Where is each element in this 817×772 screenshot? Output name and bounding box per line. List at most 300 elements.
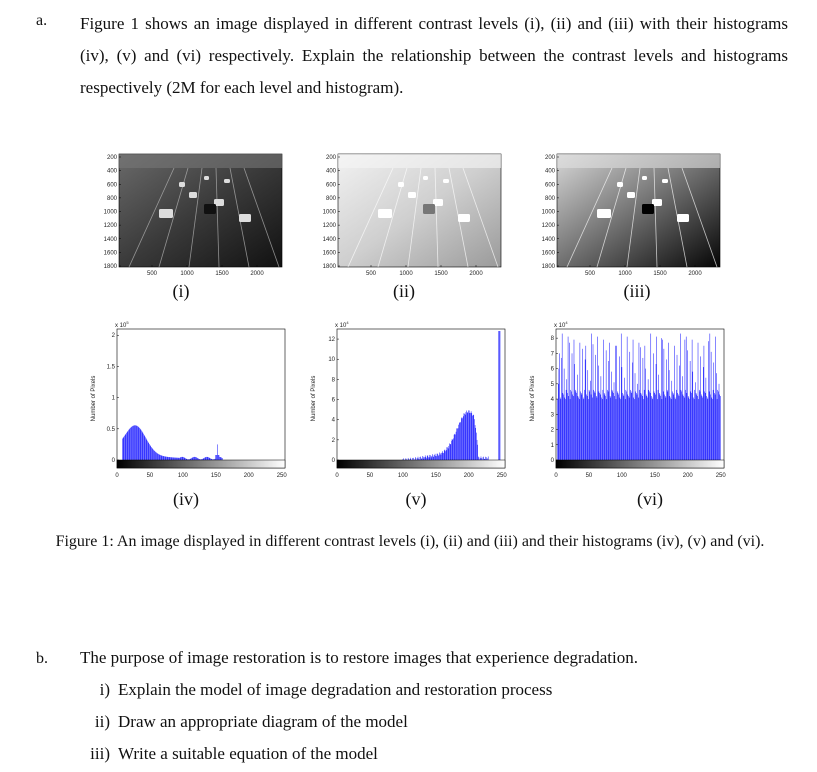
histogram-bar xyxy=(179,458,180,460)
histogram-bar xyxy=(474,419,475,460)
histogram-bar xyxy=(582,349,583,460)
histogram-bar xyxy=(156,453,157,460)
x-tick-label: 200 xyxy=(682,473,693,479)
histogram-bar xyxy=(182,457,183,460)
image-frame xyxy=(119,154,282,267)
histogram-bar xyxy=(606,350,607,460)
histogram-bar xyxy=(181,457,182,460)
histogram-bar xyxy=(678,395,679,461)
y-tick-label: 1600 xyxy=(541,250,555,257)
histogram-bar xyxy=(480,458,481,460)
histogram-bar xyxy=(672,391,673,460)
y-tick-label: 2 xyxy=(111,333,115,340)
question-b-text: The purpose of image restoration is to restore images that experience degradation. xyxy=(80,648,638,667)
histogram-bar xyxy=(604,393,605,460)
histogram-bar xyxy=(675,398,676,460)
histogram-bar xyxy=(643,358,644,460)
histogram-bar xyxy=(651,396,652,460)
y-tick-label: 2 xyxy=(331,437,335,444)
histogram-bar xyxy=(590,381,591,460)
histogram-bar xyxy=(655,395,656,461)
y-tick-label: 1 xyxy=(550,442,554,449)
histogram-bar xyxy=(613,393,614,460)
y-tick-label: 1200 xyxy=(541,223,555,230)
histogram-bar xyxy=(185,458,186,460)
histogram-bar xyxy=(687,393,688,460)
histogram-bar xyxy=(567,379,568,460)
histogram-bar xyxy=(670,398,671,460)
y-tick-label: 7 xyxy=(550,351,554,358)
car xyxy=(224,179,230,183)
histogram-bar xyxy=(467,412,468,460)
histogram-bar xyxy=(432,456,433,460)
histogram-bar xyxy=(690,361,691,460)
y-tick-label: 1.5 xyxy=(106,364,115,371)
histogram-bar xyxy=(715,395,716,461)
histogram-bar xyxy=(195,457,196,460)
histogram-bar xyxy=(597,398,598,460)
histogram-bar xyxy=(676,390,677,460)
histogram-bar xyxy=(595,355,596,460)
y-tick-label: 12 xyxy=(328,337,335,344)
histogram-bar xyxy=(428,455,429,460)
y-tick-label: 4 xyxy=(550,397,554,404)
histogram-bar xyxy=(696,395,697,461)
histogram-bar xyxy=(132,426,133,460)
y-tick-label: 0 xyxy=(550,458,554,464)
histogram-bar xyxy=(443,453,444,460)
histogram-bar xyxy=(602,399,603,460)
histogram-bar xyxy=(478,457,479,460)
histogram-bar xyxy=(413,458,414,460)
histogram-bar xyxy=(460,423,461,460)
y-multiplier: x $10^5$ xyxy=(115,320,129,329)
histogram-bar xyxy=(658,390,659,460)
y-multiplier: x $10^4$ xyxy=(554,320,568,329)
contrast-image-2 xyxy=(323,154,501,277)
y-tick-label: 1600 xyxy=(322,250,336,257)
histogram-bar xyxy=(131,427,132,460)
histogram-bar xyxy=(630,352,631,460)
histogram-bar xyxy=(217,455,218,460)
y-tick-label: 400 xyxy=(325,168,336,175)
histogram-bar xyxy=(142,432,143,460)
image-label-i: (i) xyxy=(172,281,190,301)
histogram-bar xyxy=(208,457,209,460)
histogram-bar xyxy=(638,398,639,460)
histogram-bar xyxy=(565,398,566,460)
histogram-bar xyxy=(575,390,576,460)
histogram-bar xyxy=(431,457,432,460)
histogram-bar xyxy=(615,346,616,460)
histogram-bar xyxy=(146,438,147,460)
car xyxy=(423,176,428,180)
histogram-bar xyxy=(685,390,686,460)
histogram-bar xyxy=(670,396,671,460)
histogram-bar xyxy=(584,399,585,460)
histogram-bar xyxy=(168,457,169,460)
histogram-bar xyxy=(560,398,561,460)
x-tick-label: 200 xyxy=(243,473,254,479)
histogram-bar xyxy=(719,384,720,460)
histogram-bar xyxy=(457,428,458,460)
histogram-bar xyxy=(449,443,450,460)
histogram-bar xyxy=(169,457,170,460)
x-tick-label: 500 xyxy=(584,271,596,277)
histogram-bar xyxy=(717,399,718,460)
histogram-bar xyxy=(626,391,627,460)
histogram-bar xyxy=(147,441,148,460)
histogram-bar xyxy=(172,457,173,460)
histogram-bar xyxy=(481,458,482,460)
histogram-bar xyxy=(196,458,197,460)
histogram-bar xyxy=(470,413,471,460)
histogram-bar xyxy=(681,391,682,460)
histogram-bar xyxy=(694,399,695,460)
histogram-bar xyxy=(159,454,160,460)
histogram-bar xyxy=(428,457,429,460)
y-tick-label: 6 xyxy=(331,397,335,404)
histogram-bar xyxy=(677,355,678,460)
histogram-bar xyxy=(708,341,709,460)
x-tick-label: 150 xyxy=(210,473,221,479)
histogram-bar xyxy=(588,370,589,460)
histogram-bar xyxy=(564,369,565,460)
histogram-bar xyxy=(194,457,195,460)
histogram-bar xyxy=(456,432,457,460)
histogram-bar xyxy=(614,382,615,460)
histogram-bar xyxy=(586,346,587,460)
histogram-bar xyxy=(219,455,220,460)
histogram-bar xyxy=(164,456,165,460)
grayscale-bar xyxy=(556,460,724,468)
y-tick-label: 1000 xyxy=(541,209,555,216)
histogram-bar xyxy=(141,430,142,460)
histogram-bar xyxy=(162,456,163,460)
histogram-bar xyxy=(689,399,690,460)
histogram-bar xyxy=(439,455,440,460)
histogram-bar xyxy=(453,440,454,460)
histogram-bar xyxy=(593,390,594,460)
histogram-bar xyxy=(134,425,135,460)
x-tick-label: 1500 xyxy=(215,271,229,277)
histogram-bar xyxy=(177,458,178,460)
histogram-bar xyxy=(666,398,667,460)
histogram-bar xyxy=(572,353,573,460)
grayscale-bar xyxy=(337,460,505,468)
histogram-bar xyxy=(711,352,712,460)
car xyxy=(642,176,647,180)
histogram-bar xyxy=(209,458,210,460)
histogram-bar xyxy=(461,418,462,460)
histogram-bar xyxy=(583,398,584,460)
histogram-bar xyxy=(683,396,684,460)
histogram-bar xyxy=(608,391,609,460)
histogram-bar xyxy=(585,359,586,460)
histogram-bar xyxy=(143,433,144,460)
histogram-bar xyxy=(639,343,640,460)
x-tick-label: 500 xyxy=(146,271,158,277)
y-tick-label: 1400 xyxy=(541,236,555,243)
histogram-bar xyxy=(660,395,661,461)
x-tick-label: 2000 xyxy=(469,271,483,277)
histogram-bar xyxy=(719,395,720,461)
histogram-bar xyxy=(628,396,629,460)
x-tick-label: 250 xyxy=(496,473,507,479)
histogram-bar xyxy=(459,422,460,460)
histogram-bar xyxy=(168,457,169,460)
histogram-bar xyxy=(197,458,198,460)
histogram-bar xyxy=(445,450,446,460)
histogram-bar xyxy=(605,396,606,460)
x-tick-label: 250 xyxy=(276,473,287,479)
histogram-bar xyxy=(434,455,435,460)
histogram-bar xyxy=(122,439,123,460)
histogram-bar xyxy=(420,457,421,460)
y-tick-label: 10 xyxy=(328,357,335,364)
histogram-bar xyxy=(179,458,180,460)
histogram-bar xyxy=(640,347,641,460)
item-text: Draw an appropriate diagram of the model xyxy=(118,712,408,731)
histogram-bar xyxy=(561,358,562,460)
histogram-bar xyxy=(149,443,150,460)
y-tick-label: 1200 xyxy=(322,223,336,230)
histogram-bar xyxy=(647,396,648,460)
histogram-bar xyxy=(574,340,575,460)
histogram-bar xyxy=(704,346,705,460)
histogram-bar xyxy=(586,395,587,461)
histogram-bar xyxy=(477,445,478,460)
y-tick-label: 600 xyxy=(325,182,336,189)
histogram-bar xyxy=(584,390,585,460)
histogram-bar xyxy=(698,343,699,460)
histogram-bar xyxy=(599,391,600,460)
histogram-bar xyxy=(705,393,706,460)
histogram-bar xyxy=(650,393,651,460)
histogram-bar xyxy=(412,458,413,460)
histogram-bar xyxy=(672,381,673,460)
car xyxy=(627,192,635,198)
histogram-bar xyxy=(652,399,653,460)
y-tick-label: 1800 xyxy=(541,264,555,270)
histogram-bar xyxy=(215,455,216,460)
histogram-bar xyxy=(568,396,569,460)
histogram-bar xyxy=(178,458,179,460)
histogram-bar xyxy=(691,393,692,460)
list-item xyxy=(80,706,780,738)
histogram-bar xyxy=(128,431,129,460)
histogram-bar xyxy=(621,334,622,460)
y-tick-label: 6 xyxy=(550,366,554,373)
histogram-bar xyxy=(692,340,693,460)
histogram-bar xyxy=(425,455,426,460)
histogram-bar xyxy=(418,457,419,460)
histogram-bar xyxy=(416,458,417,460)
histogram-bar xyxy=(131,427,132,460)
histogram-bar xyxy=(458,425,459,460)
histogram-bar xyxy=(685,340,686,460)
histogram-bar xyxy=(140,429,141,460)
histogram-bar xyxy=(184,457,185,460)
histogram-2 xyxy=(311,320,507,479)
x-tick-label: 0 xyxy=(554,473,558,479)
histogram-bar xyxy=(426,458,427,460)
histogram-bar xyxy=(660,396,661,460)
histogram-bar xyxy=(653,353,654,460)
histogram-bar xyxy=(183,457,184,460)
histogram-bar xyxy=(641,395,642,461)
histogram-bar xyxy=(588,399,589,460)
histogram-bar xyxy=(572,395,573,461)
histogram-bar xyxy=(161,455,162,460)
x-tick-label: 50 xyxy=(585,473,593,479)
histogram-bar xyxy=(625,399,626,460)
histogram-bar xyxy=(618,393,619,460)
histogram-bar xyxy=(447,447,448,460)
car xyxy=(408,192,416,198)
histogram-bar xyxy=(415,457,416,460)
car xyxy=(642,204,654,214)
histogram-bar xyxy=(181,457,182,460)
histogram-bar xyxy=(624,378,625,460)
y-tick-label: 0 xyxy=(111,458,115,464)
figure-caption: Figure 1: An image displayed in different contrast levels (i), (ii) and (iii) and their histograms (iv), (v) and (vi). xyxy=(55,533,765,550)
histogram-bar xyxy=(433,457,434,460)
car xyxy=(423,204,435,214)
histogram-bar xyxy=(578,396,579,460)
histogram-bar xyxy=(458,428,459,460)
histogram-1 xyxy=(91,320,287,479)
car xyxy=(677,214,689,222)
histogram-bar xyxy=(475,428,476,460)
histogram-bar xyxy=(156,452,157,460)
histogram-bar xyxy=(591,334,592,460)
contrast-image-3 xyxy=(542,154,720,277)
histogram-bar xyxy=(170,457,171,460)
histogram-bar xyxy=(208,457,209,460)
histogram-bar xyxy=(470,413,471,460)
histogram-bar xyxy=(589,390,590,460)
histogram-bar xyxy=(217,444,218,460)
list-item xyxy=(80,738,780,770)
histogram-bar xyxy=(708,399,709,460)
histogram-bar xyxy=(453,438,454,460)
histogram-bar xyxy=(703,367,704,460)
histogram-bar xyxy=(477,440,478,460)
histogram-bar xyxy=(442,451,443,460)
histogram-bar xyxy=(622,393,623,460)
histogram-bar xyxy=(137,426,138,460)
histogram-bar xyxy=(649,391,650,460)
x-tick-label: 1500 xyxy=(434,271,448,277)
histogram-bar xyxy=(171,457,172,460)
y-axis-label: Number of Pixels xyxy=(91,375,97,422)
histogram-bar xyxy=(435,454,436,460)
histogram-bar xyxy=(641,393,642,460)
histogram-bar xyxy=(562,334,563,460)
histogram-bar xyxy=(603,340,604,460)
histogram-bar xyxy=(603,390,604,460)
histogram-bar xyxy=(473,415,474,460)
histogram-bar xyxy=(706,378,707,460)
x-tick-label: 0 xyxy=(115,473,119,479)
x-tick-label: 100 xyxy=(177,473,188,479)
y-tick-label: 8 xyxy=(331,377,335,384)
histogram-bar xyxy=(651,334,652,460)
histogram-bar xyxy=(149,444,150,460)
histogram-3 xyxy=(530,320,726,479)
histogram-bar xyxy=(709,391,710,460)
histogram-bar xyxy=(450,444,451,460)
histogram-bar xyxy=(123,438,124,460)
histogram-bar xyxy=(130,428,131,460)
contrast-image-1 xyxy=(104,154,282,277)
hist-label-iv: (iv) xyxy=(173,489,199,509)
histogram-bar xyxy=(205,457,206,460)
histogram-bar xyxy=(700,356,701,460)
histogram-bar xyxy=(666,359,667,460)
histogram-bar xyxy=(448,448,449,460)
car xyxy=(239,214,251,222)
histogram-bar xyxy=(597,337,598,460)
histogram-bar xyxy=(677,393,678,460)
histogram-bar xyxy=(185,458,186,460)
question-a-text: Figure 1 shows an image displayed in different contrast levels (i), (ii) and (iii) with their histograms (iv), (v) and (vi) respectively. Explain the relationship between the contrast levels and histograms respectively (2M for each level and histogram). xyxy=(80,14,788,97)
histogram-bar xyxy=(601,376,602,460)
histogram-bar xyxy=(696,393,697,460)
histogram-bar xyxy=(631,391,632,460)
x-tick-label: 150 xyxy=(430,473,441,479)
histogram-bar xyxy=(454,434,455,460)
histogram-bar xyxy=(669,370,670,460)
histogram-bar xyxy=(599,393,600,460)
histogram-bar xyxy=(143,434,144,460)
question-b-label: b. xyxy=(36,650,48,667)
histogram-bar xyxy=(645,369,646,460)
histogram-bar xyxy=(630,390,631,460)
histogram-bar xyxy=(166,457,167,460)
histogram-bar xyxy=(649,390,650,460)
histogram-bar xyxy=(170,457,171,460)
histogram-bar xyxy=(456,428,457,460)
histogram-bar xyxy=(633,340,634,460)
histogram-bar xyxy=(141,431,142,460)
histogram-bar xyxy=(125,435,126,460)
y-multiplier: x $10^4$ xyxy=(335,320,349,329)
histogram-bar xyxy=(661,338,662,460)
histogram-bar xyxy=(645,346,646,460)
histogram-bar xyxy=(465,415,466,460)
histogram-bar xyxy=(191,458,192,460)
y-tick-label: 1400 xyxy=(322,236,336,243)
histogram-bar xyxy=(605,395,606,461)
car xyxy=(617,182,623,187)
histogram-bar xyxy=(635,373,636,460)
histogram-bar xyxy=(576,391,577,460)
histogram-bar xyxy=(561,399,562,460)
hist-label-vi: (vi) xyxy=(637,489,663,509)
histogram-bar xyxy=(445,451,446,460)
histogram-bar xyxy=(126,433,127,460)
y-tick-label: 200 xyxy=(106,155,117,161)
histogram-bar xyxy=(654,391,655,460)
histogram-bar xyxy=(451,441,452,460)
histogram-bar xyxy=(618,395,619,461)
y-tick-label: 1200 xyxy=(103,223,117,230)
histogram-bar xyxy=(152,448,153,460)
histogram-bar xyxy=(712,399,713,460)
histogram-bar xyxy=(207,457,208,460)
